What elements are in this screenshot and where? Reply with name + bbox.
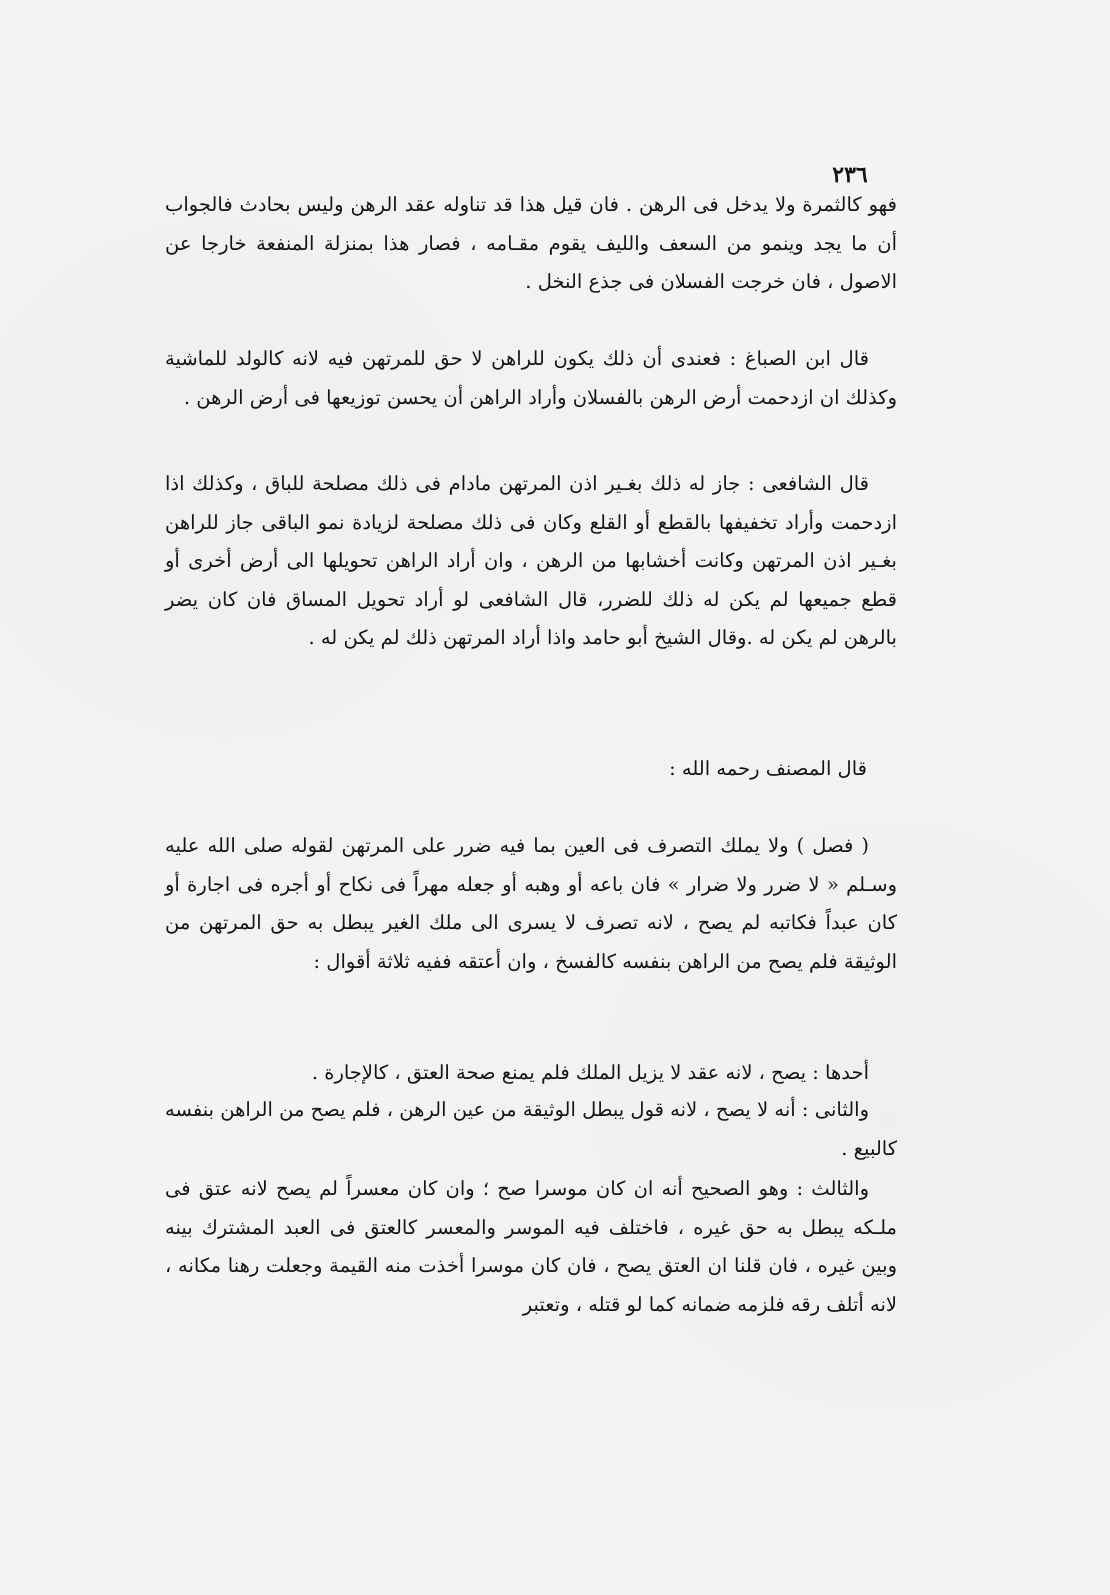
paragraph-ibn-sabbagh xyxy=(165,340,897,417)
paragraph-text: ( فصل ) ولا يملك التصرف فى العين بما فيه ضرر على المرتهن لقوله صلى الله عليه وسـلم « لا ضرر ولا ضرار » فان باعه أو وهبه أو جعله مهراً فى نكاح أو أجره فى اجارة أو كان عبداً فكاتبه لم يصح ، لانه تصرف لا يسرى الى ملك الغير يبطل به حق المرتهن من الوثيقة فلم يصح من الراهن بنفسه كالفسخ ، وان أعتقه ففيه ثلاثة أقوال : xyxy=(165,834,897,973)
paragraph-fasl xyxy=(165,827,897,981)
paragraph-second-opinion xyxy=(165,1091,897,1168)
paragraph-first-opinion xyxy=(165,1054,897,1093)
paragraph-text: والثانى : أنه لا يصح ، لانه قول يبطل الوثيقة من عين الرهن ، فلم يصح من الراهن بنفسه كالبيع . xyxy=(165,1098,897,1160)
paragraph-third-opinion xyxy=(165,1170,897,1324)
paragraph-shafii xyxy=(165,465,897,658)
paragraph-text: قال ابن الصباغ : فعندى أن ذلك يكون للراهن لا حق للمرتهن فيه لانه كالولد للماشية وكذلك ان ازدحمت أرض الرهن بالفسلان وأراد الراهن أن يحسن توزيعها فى أرض الرهن . xyxy=(165,347,897,409)
author-heading: قال المصنف رحمه الله : xyxy=(669,757,867,780)
paragraph-text: أحدها : يصح ، لانه عقد لا يزيل الملك فلم يمنع صحة العتق ، كالإجارة . xyxy=(311,1061,869,1084)
section-heading xyxy=(165,750,897,789)
page-number: ٢٣٦ xyxy=(832,162,868,188)
paragraph-text: قال الشافعى : جاز له ذلك بغـير اذن المرتهن مادام فى ذلك مصلحة للباق ، وكذلك اذا ازدحمت وأراد تخفيفها بالقطع أو القلع وكان فى ذلك مصلحة لزيادة نمو الباقى جاز للراهن بغـير اذن المرتهن وكانت أخشابها من الرهن ، وان أراد الراهن تحويلها الى أرض أخرى أو قطع جميعها لم يكن له ذلك للضرر، قال الشافعى لو أراد تحويل المساق فان كان يضر بالرهن لم يكن له .وقال الشيخ أبو حامد واذا أراد المرتهن ذلك لم يكن له . xyxy=(165,472,897,649)
paragraph-text: فهو كالثمرة ولا يدخل فى الرهن . فان قيل هذا قد تناوله عقد الرهن وليس بحادث فالجواب أن ما يجد وينمو من السعف والليف يقوم مقـامه ، فصار هذا بمنزلة المنفعة خارجا عن الاصول ، فان خرجت الفسلان فى جذع النخل . xyxy=(165,193,897,293)
paragraph-text: والثالث : وهو الصحيح أنه ان كان موسرا صح ؛ وان كان معسراً لم يصح لانه عتق فى ملـكه يبطل به حق غيره ، فاختلف فيه الموسر والمعسر كالعتق فى العبد المشترك بينه وبين غيره ، فان قلنا ان العتق يصح ، فان كان موسرا أخذت منه القيمة وجعلت رهنا مكانه ، لانه أتلف رقه فلزمه ضمانه كما لو قتله ، وتعتبر xyxy=(165,1177,897,1316)
paragraph-thamara xyxy=(165,186,897,302)
